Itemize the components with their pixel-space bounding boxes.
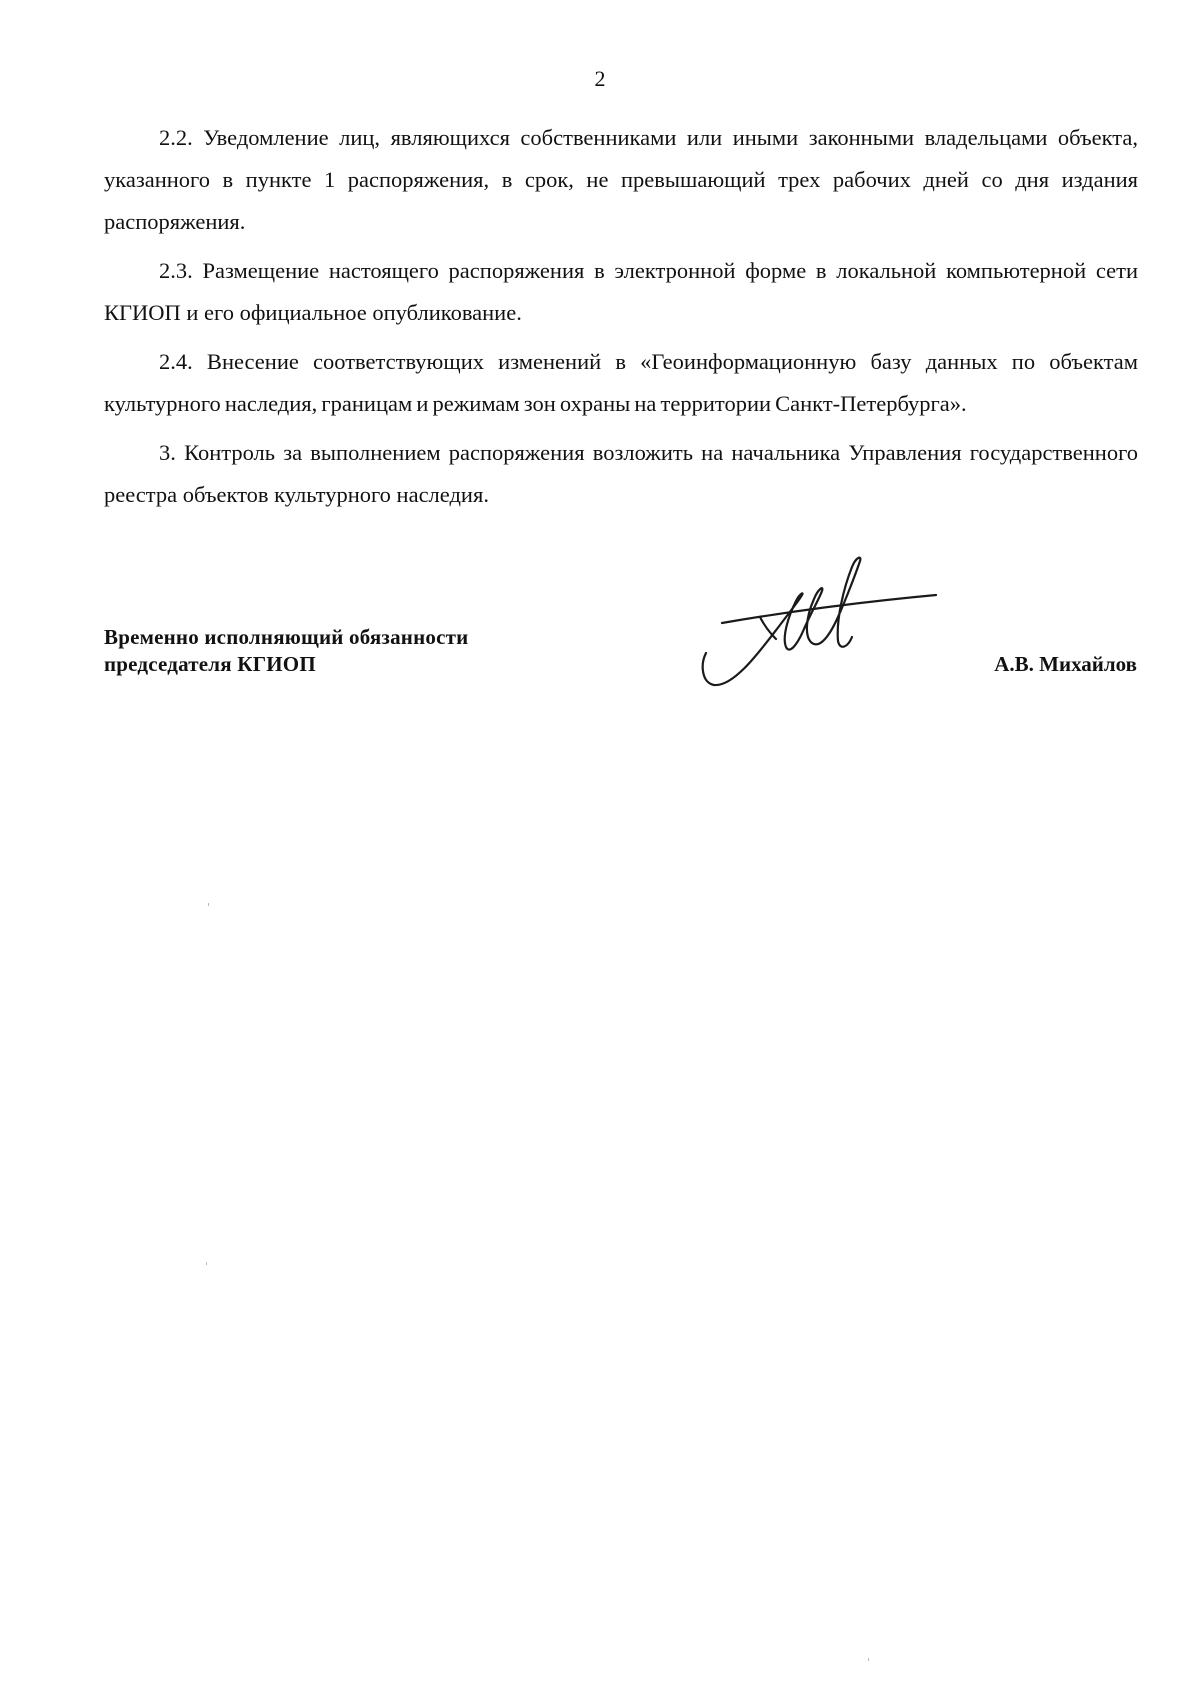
signer-name: А.В. Михайлов bbox=[994, 652, 1137, 676]
signer-position-line2: председателя КГИОП bbox=[104, 652, 316, 676]
scan-speck bbox=[206, 1262, 207, 1265]
document-body bbox=[104, 117, 1138, 523]
paragraph-2-2: 2.2. Уведомление лиц, являющихся собственниками или иными законными владельцами объекта, указанного в пункте 1 распоряжения, в срок, не превышающий трех рабочих дней со дня издания распоряжения. bbox=[104, 125, 1138, 234]
scan-speck bbox=[208, 903, 209, 906]
paragraph-2-3: 2.3. Размещение настоящего распоряжения в электронной форме в локальной компьютерной сети КГИОП и его официальное опубликование. bbox=[104, 258, 1138, 325]
signer-position-line1: Временно исполняющий обязанности bbox=[104, 625, 469, 649]
signer-position bbox=[104, 624, 468, 678]
paragraph-3: 3. Контроль за выполнением распоряжения возложить на начальника Управления государственного реестра объектов культурного наследия. bbox=[104, 440, 1138, 507]
paragraph-2-4: 2.4. Внесение соответствующих изменений в «Геоинформационную базу данных по объектам культурного наследия, границам и режимам зон охраны на территории Санкт-Петербурга». bbox=[104, 349, 1138, 416]
page-number: 2 bbox=[594, 66, 606, 91]
scan-speck bbox=[868, 1658, 869, 1661]
handwritten-signature bbox=[700, 555, 950, 705]
